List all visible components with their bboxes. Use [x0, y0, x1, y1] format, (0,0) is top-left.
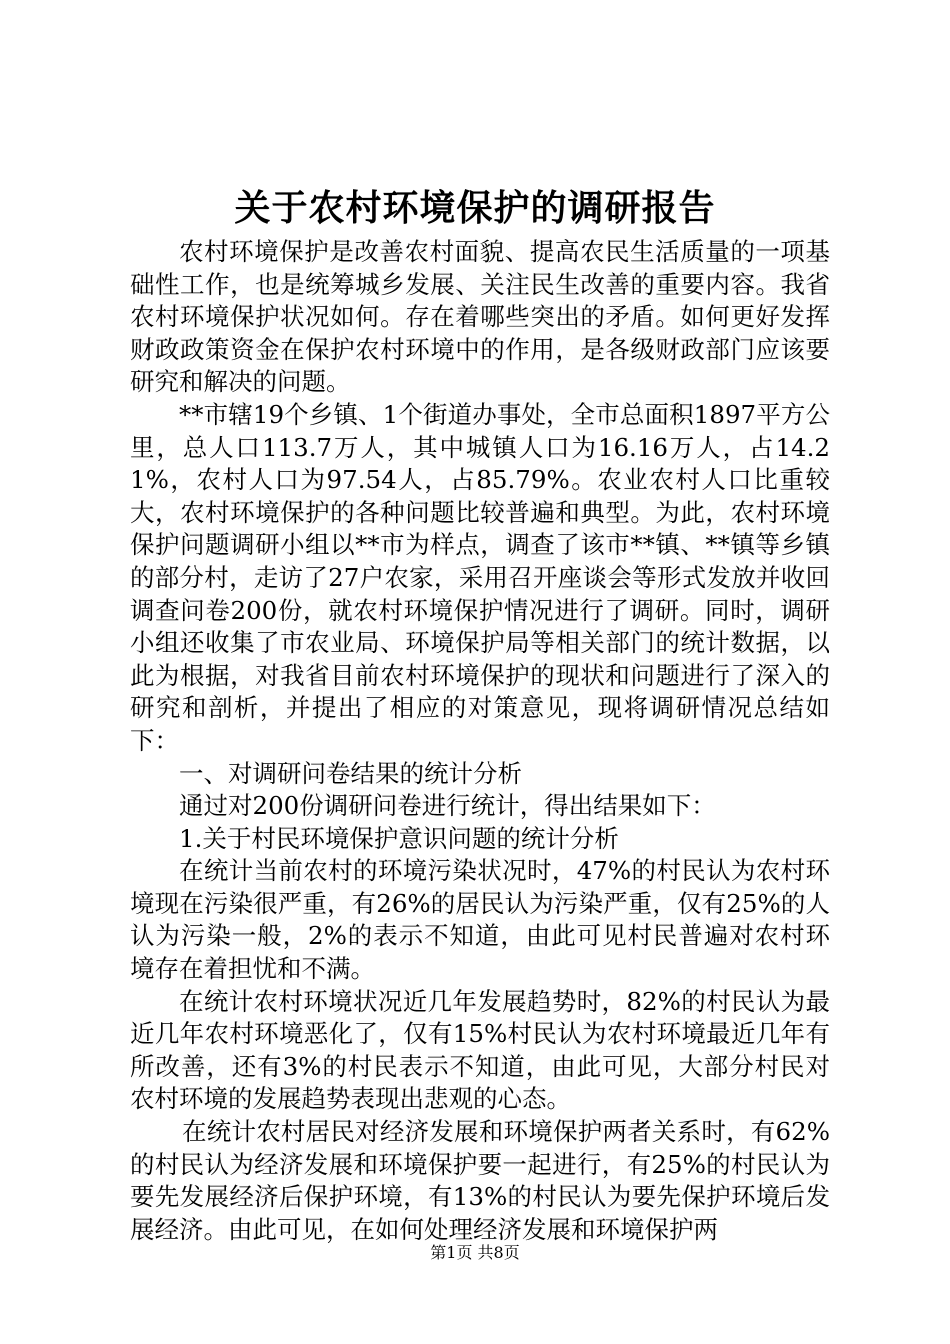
paragraph-survey-summary: 通过对200份调研问卷进行统计，得出结果如下： — [179, 791, 716, 821]
section-heading-statistics: 一、对调研问卷结果的统计分析 — [179, 758, 522, 788]
document-body — [130, 236, 830, 1246]
document-title: 关于农村环境保护的调研报告 — [234, 187, 716, 229]
subsection-heading-awareness: 1.关于村民环境保护意识问题的统计分析 — [179, 823, 619, 853]
paragraph-intro: 农村环境保护是改善农村面貌、提高农民生活质量的一项基础性工作，也是统筹城乡发展、关注民生改善的重要内容。我省农村环境保护状况如何。存在着哪些突出的矛盾。如何更好发挥财政政策资金在保护农村环境中的作用，是各级财政部门应该要研究和解决的问题。 — [130, 237, 830, 397]
paragraph-pollution-status: 在统计当前农村的环境污染状况时，47%的村民认为农村环境现在污染很严重，有26%的居民认为污染严重，仅有25%的人认为污染一般，2%的表示不知道，由此可见村民普遍对农村环境存在着担忧和不满。 — [130, 856, 830, 984]
paragraph-trend: 在统计农村环境状况近几年发展趋势时，82%的村民认为最近几年农村环境恶化了，仅有15%村民认为农村环境最近几年有所改善，还有3%的村民表示不知道，由此可见，大部分村民对农村环境的发展趋势表现出悲观的心态。 — [130, 986, 830, 1114]
paragraph-background: **市辖19个乡镇、1个街道办事处，全市总面积1897平方公里，总人口113.7万人，其中城镇人口为16.16万人，占14.21%，农村人口为97.54人，占85.79%。农业农村人口比重较大，农村环境保护的各种问题比较普遍和典型。为此，农村环境保护问题调研小组以**市为样点，调查了该市**镇、**镇等乡镇的部分村，走访了27户农家，采用召开座谈会等形式发放并收回调查问卷200份，就农村环境保护情况进行了调研。同时，调研小组还收集了市农业局、环境保护局等相关部门的统计数据，以此为根据，对我省目前农村环境保护的现状和问题进行了深入的研究和剖析，并提出了相应的对策意见，现将调研情况总结如下： — [130, 399, 830, 755]
paragraph-economy-environment: 在统计农村居民对经济发展和环境保护两者关系时，有62%的村民认为经济发展和环境保护要一起进行，有25%的村民认为要先发展经济后保护环境，有13%的村民认为要先保护环境后发展经济。由此可见，在如何处理经济发展和环境保护两 — [130, 1117, 830, 1244]
page-number-footer: 第1页 共8页 — [430, 1243, 520, 1262]
